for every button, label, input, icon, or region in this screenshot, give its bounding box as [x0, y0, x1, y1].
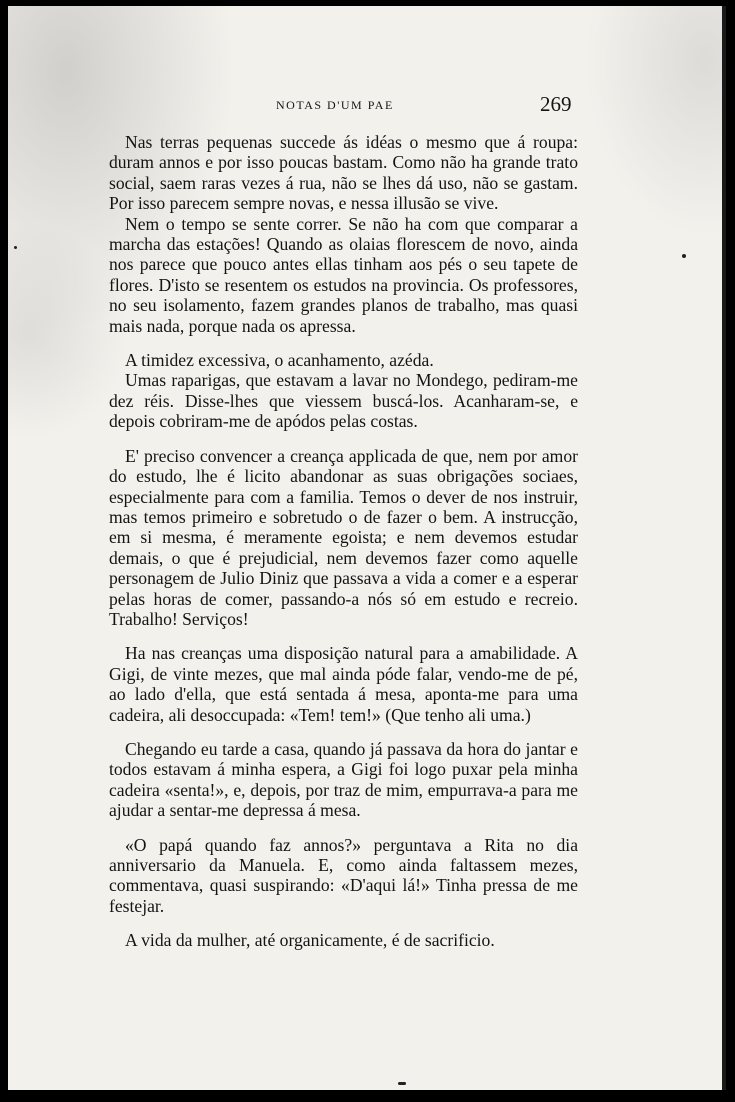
paragraph: Chegando eu tarde a casa, quando já passava da hora do jantar e todos estavam á minha espera, a Gigi foi logo puxar pela minha cadeira «senta!», e, depois, por traz de mim, empurrava-a para me ajudar a sentar-me depressa á mesa.	[109, 738, 578, 821]
page-number: 269	[540, 92, 572, 116]
running-title: NOTAS D'UM PAE	[276, 98, 394, 112]
paragraph: E' preciso convencer a creança applicada de que, nem por amor do estudo, lhe é licito abandonar as suas obrigações sociaes, especialmente para com a familia. Temos o dever de nos instruir, mas temos primeiro e sobretudo o de fazer o bem. A instrucção, em si mesma, é meramente egoista; e nem devemos estudar demais, o que é prejudicial, nem devemos fazer como aquelle personagem de Julio Diniz que passava a vida a comer e a esperar pelas horas de comer, passando-a nós só em estudo e recreio. Trabalho! Serviços!	[109, 445, 578, 629]
paragraph: Ha nas creanças uma disposição natural para a amabilidade. A Gigi, de vinte mezes, que mal ainda póde falar, vendo-me de pé, ao lado d'ella, que está sentada á mesa, aponta-me para uma cadeira, ali desoccupada: «Tem! tem!» (Que tenho ali uma.)	[109, 643, 578, 725]
ink-speck	[14, 246, 17, 249]
paragraph: «O papá quando faz annos?» perguntava a Rita no dia anniversario da Manuela. E, como ainda faltassem mezes, commentava, quasi suspirando: «D'aqui lá!» Tinha pressa de me festejar.	[109, 834, 578, 916]
page-edge-shadow	[722, 6, 726, 1090]
paragraph: A vida da mulher, até organicamente, é de sacrificio.	[125, 930, 495, 951]
body-text	[109, 132, 578, 951]
paragraph: A timidez excessiva, o acanhamento, azéda.	[125, 350, 434, 371]
paragraph: Nas terras pequenas succede ás idéas o mesmo que á roupa: duram annos e por isso poucas bastam. Como não ha grande trato social, saem raras vezes á rua, não se lhes dá uso, não se gastam. Por isso parecem sempre novas, e nessa illusão se vive.	[109, 132, 578, 214]
book-page	[8, 6, 726, 1090]
ink-speck	[682, 254, 686, 258]
page-header	[8, 92, 726, 122]
paragraph: Nem o tempo se sente correr. Se não ha com que comparar a marcha das estações! Quando as olaias florescem de novo, ainda nos parece que pouco antes ellas tinham aos pés o seu tapete de flores. D'isto se resentem os estudos na provincia. Os professores, no seu isolamento, fazem grandes planos de trabalho, mas quasi mais nada, porque nada os apressa.	[109, 213, 578, 336]
paragraph: Umas raparigas, que estavam a lavar no Mondego, pediram-me dez réis. Disse-lhes que viessem buscá-los. Acanharam-se, e depois cobriram-me de apódos pelas costas.	[109, 370, 578, 432]
ink-speck	[398, 1082, 406, 1085]
